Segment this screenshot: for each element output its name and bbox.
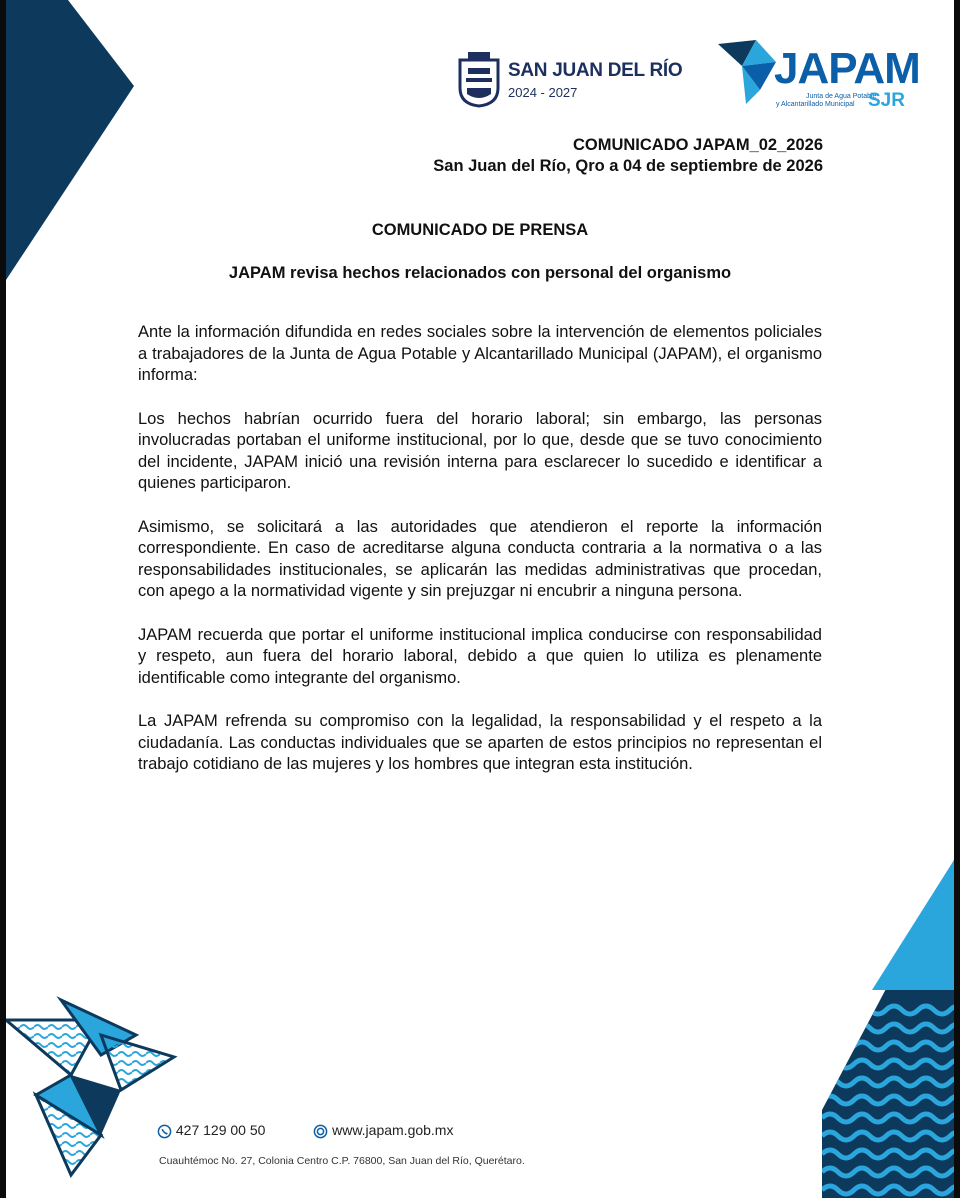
footer-contact	[157, 1122, 453, 1139]
whatsapp-icon	[157, 1124, 172, 1139]
municipal-crest-icon	[456, 50, 502, 108]
body-paragraph: La JAPAM refrenda su compromiso con la legalidad, la responsabilidad y el respeto a la ciudadanía. Las conductas individuales que se aparten de estos principios no representan el trabajo cotidiano de las mujeres y los hombres que integran esta institución.	[138, 712, 822, 773]
body-paragraph: JAPAM recuerda que portar el uniforme institucional implica conducirse con responsabilidad y respeto, aun fuera del horario laboral, debido a que quien lo utiliza es plenamente identificable como integrante del organismo.	[138, 625, 822, 687]
municipality-name: SAN JUAN DEL RÍO	[508, 60, 683, 81]
document-reference: COMUNICADO JAPAM_02_2026	[572, 136, 823, 154]
right-frame-border	[954, 0, 960, 1198]
document-subtitle: JAPAM revisa hechos relacionados con personal del organismo	[228, 264, 732, 282]
footer-phone: 427 129 00 50	[175, 1122, 266, 1138]
japam-subtitle-line2: y Alcantarillado Municipal	[776, 101, 855, 108]
japam-subtitle-line1: Junta de Agua Potable	[806, 93, 877, 100]
body-paragraph: Ante la información difundida en redes sociales sobre la intervención de elementos policiales a trabajadores de la Junta de Agua Potable y Alcantarillado Municipal (JAPAM), el organismo informa:	[138, 323, 822, 384]
municipality-period: 2024 - 2027	[508, 85, 578, 100]
body-paragraph: Los hechos habrían ocurrido fuera del horario laboral; sin embargo, las personas involucradas portaban el uniforme institucional, por lo que, desde que se tuvo conocimiento del incidente, JAPAM inició una revisión interna para esclarecer lo sucedido e identificar a quienes participaron.	[138, 409, 822, 492]
document-body	[138, 322, 822, 798]
japam-wordmark: JAPAM	[774, 44, 920, 93]
web-icon	[313, 1124, 328, 1139]
document-place-date: San Juan del Río, Qro a 04 de septiembre de 2026	[433, 157, 823, 175]
body-paragraph: Asimismo, se solicitará a las autoridades que atendieron el reporte la información correspondiente. En caso de acreditarse alguna conducta contraria a la normativa o a las responsabilidades institucionales, se aplicarán las medidas administrativas que procedan, con apego a la normatividad vigente y sin prejuzgar ni encubrir a ninguna persona.	[138, 517, 822, 600]
footer-address: Cuauhtémoc No. 27, Colonia Centro C.P. 76800, San Juan del Río, Querétaro.	[159, 1155, 525, 1167]
document-title: COMUNICADO DE PRENSA	[371, 221, 589, 239]
corner-triangle-decoration	[6, 0, 136, 285]
wave-pattern-decoration	[822, 860, 954, 1198]
japam-sjr-mark: SJR	[868, 90, 905, 111]
japam-logo	[716, 32, 920, 112]
san-juan-del-rio-logo	[456, 50, 686, 108]
footer-website: www.japam.gob.mx	[332, 1122, 454, 1138]
